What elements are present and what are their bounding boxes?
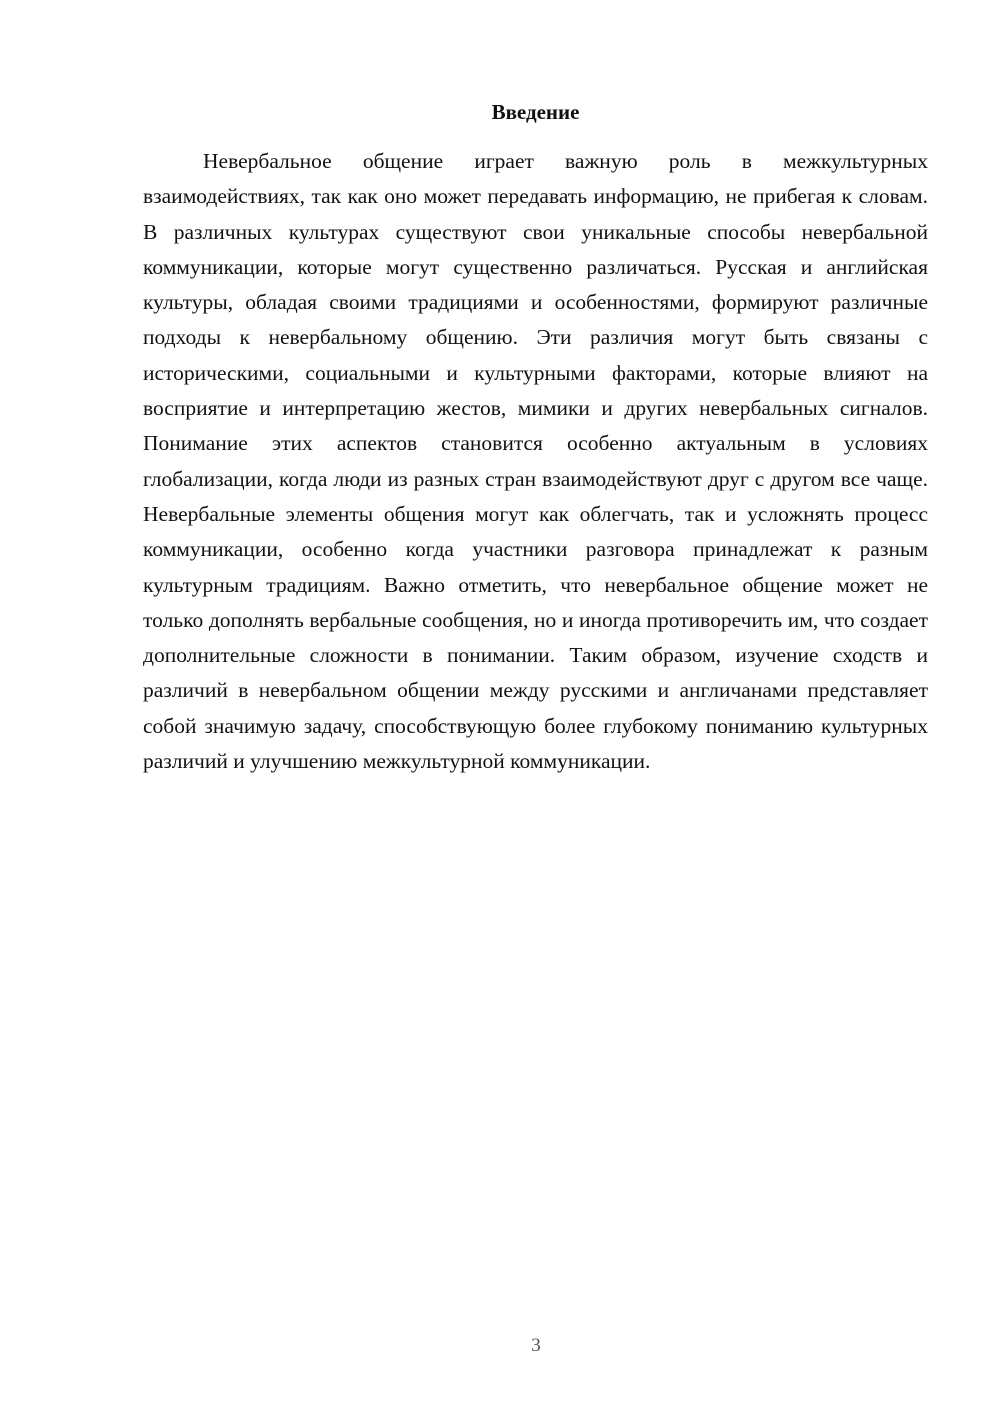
body-paragraph: Невербальное общение играет важную роль в межкультурных взаимодействиях, так как оно может передавать информацию, не прибегая к словам. В различных культурах существуют свои уникальные способы невербальной коммуникации, которые могут существенно различаться. Русская и английская культуры, обладая своими традициями и особенностями, формируют различные подходы к невербальному общению. Эти различия могут быть связаны с историческими, социальными и культурными факторами, которые влияют на восприятие и интерпретацию жестов, мимики и других невербальных сигналов. Понимание этих аспектов становится особенно актуальным в условиях глобализации, когда люди из разных стран взаимодействуют друг с другом все чаще. Невербальные элементы общения могут как облегчать, так и усложнять процесс коммуникации, особенно когда участники разговора принадлежат к разным культурным традициям. Важно отметить, что невербальное общение может не только дополнять вербальные сообщения, но и иногда противоречить им, что создает дополнительные сложности в понимании. Таким образом, изучение сходств и различий в невербальном общении между русскими и англичанами представляет собой значимую задачу, способствующую более глубокому пониманию культурных различий и улучшению межкультурной коммуникации. [143, 149, 928, 774]
page-number: 3 [531, 1335, 541, 1356]
section-heading: Введение [491, 100, 580, 124]
